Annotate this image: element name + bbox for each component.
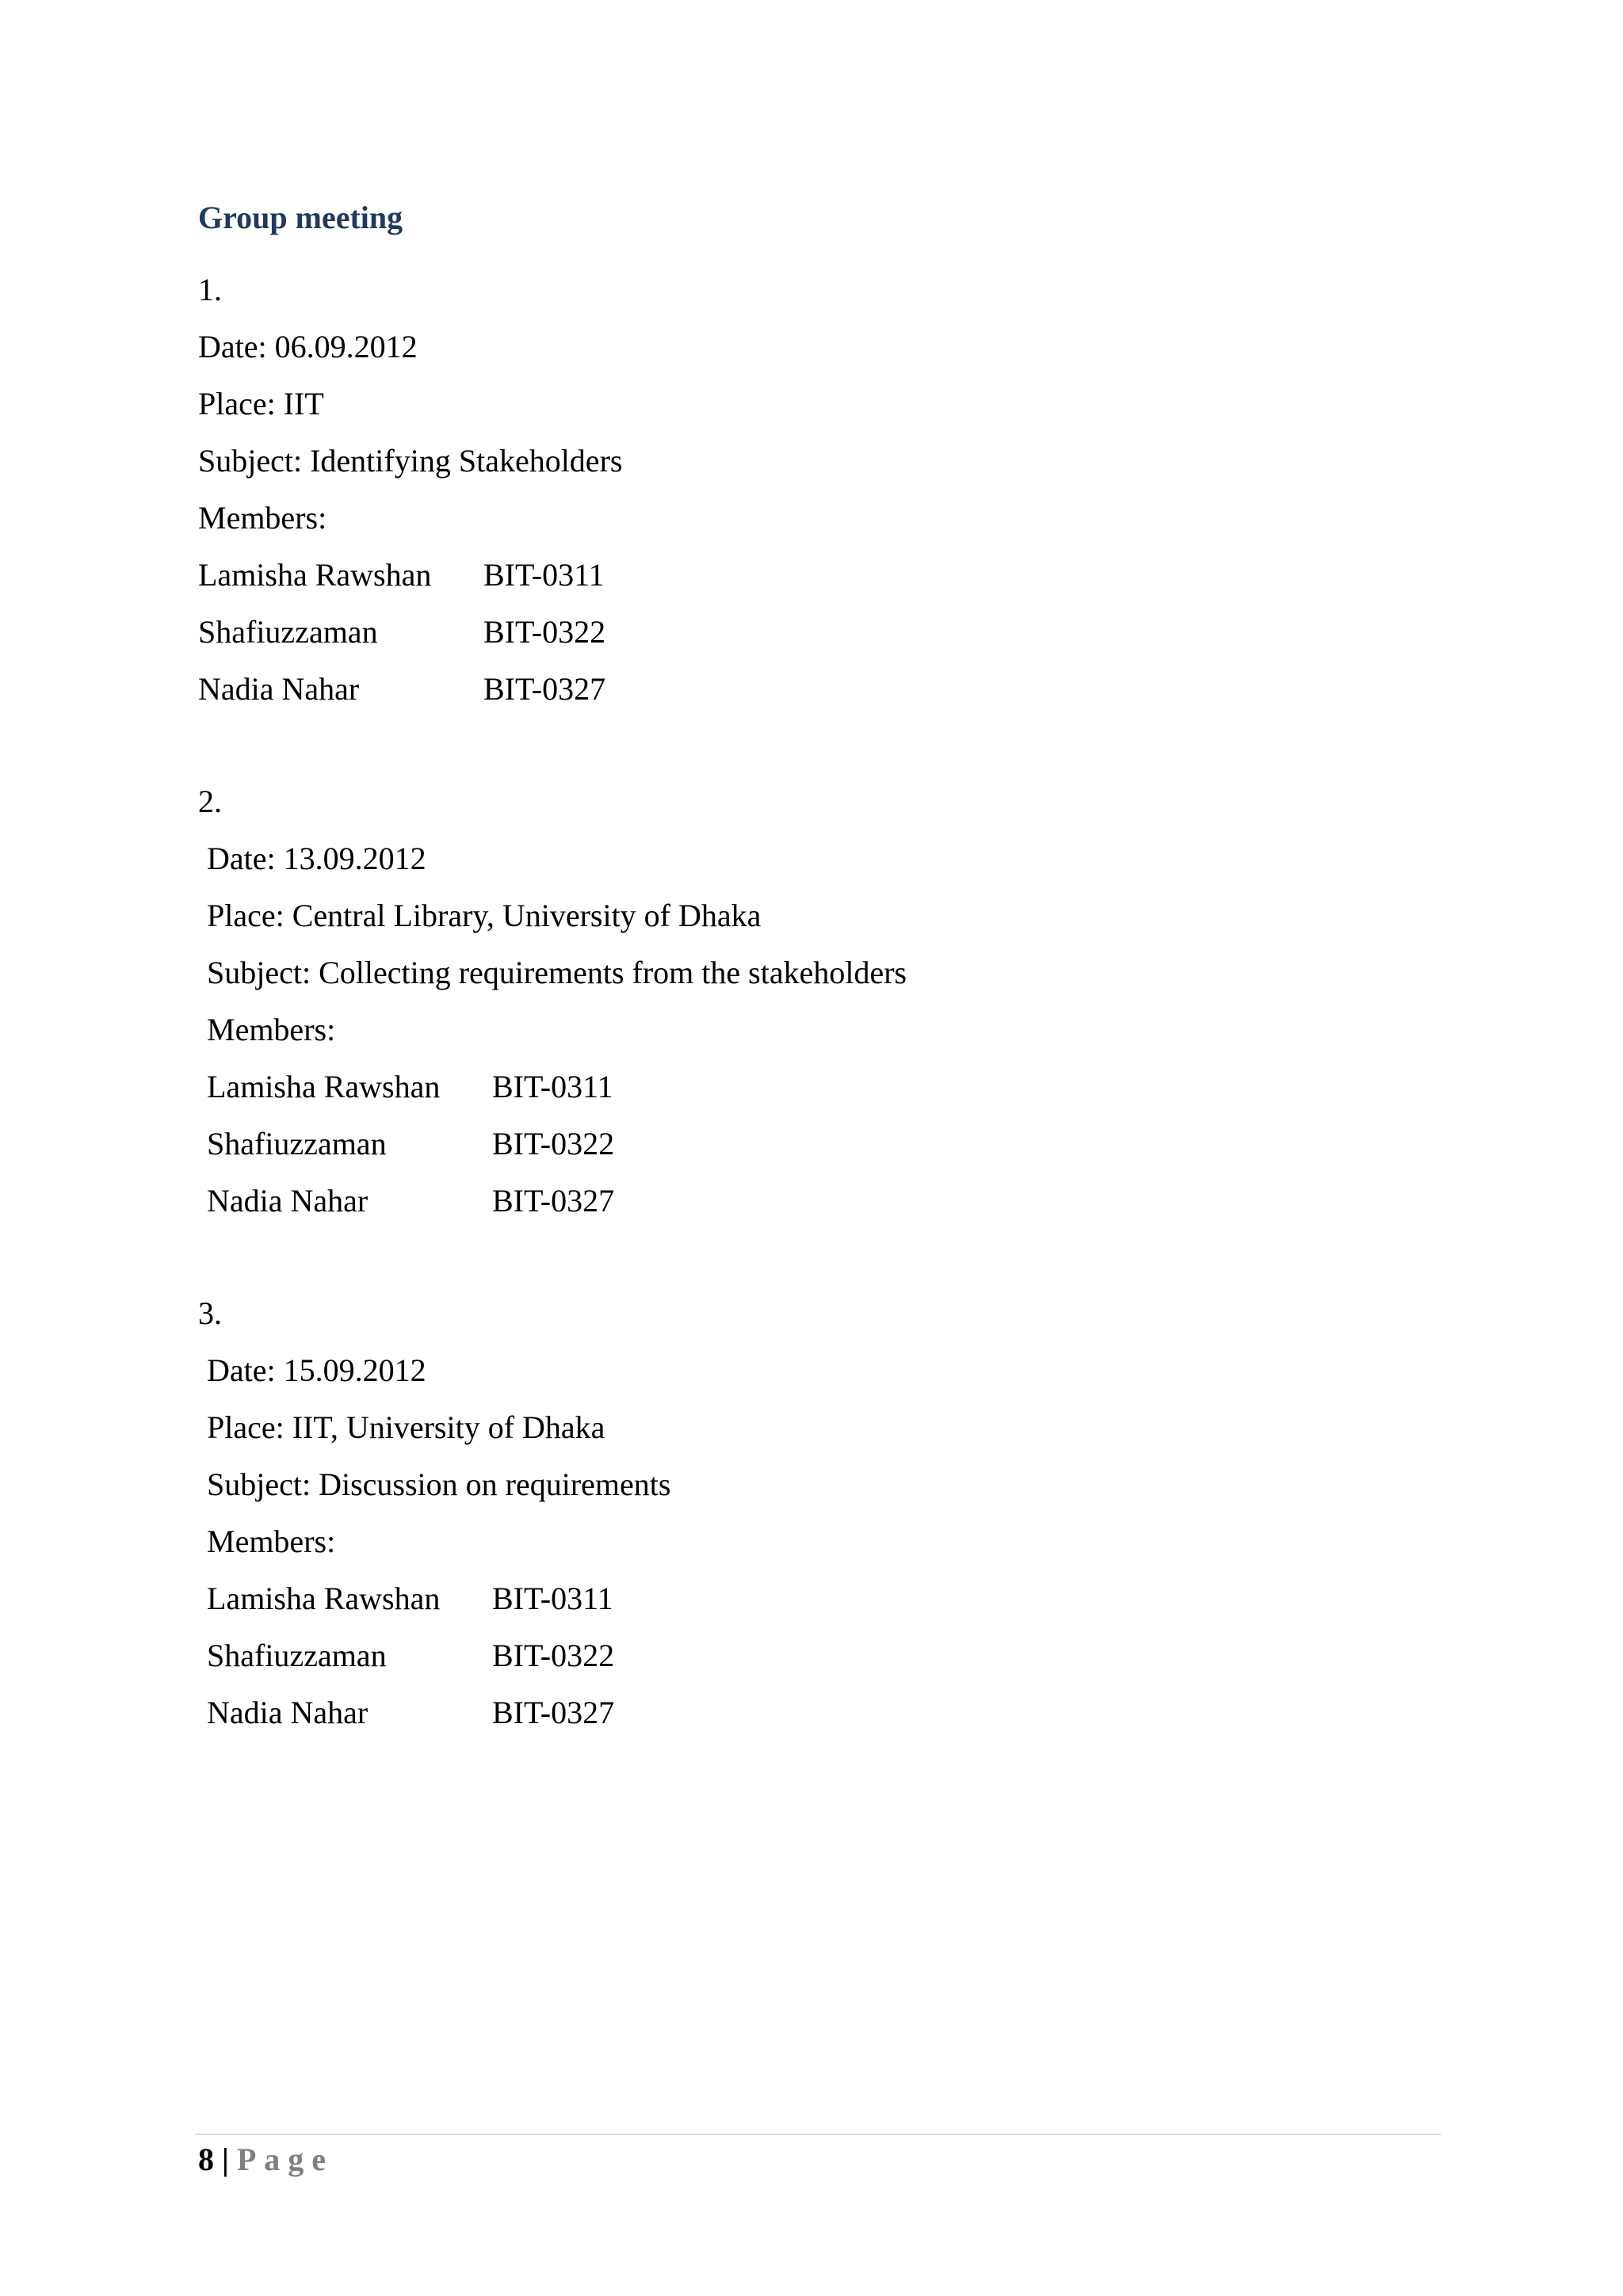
meeting-members-label: Members: — [207, 1524, 336, 1559]
meeting-number: 1. — [198, 272, 222, 307]
meeting-number: 2. — [198, 784, 222, 819]
member-name: Lamisha Rawshan — [198, 557, 432, 593]
meeting-members-label: Members: — [207, 1012, 336, 1047]
member-row — [198, 1173, 907, 1230]
member-name: Shafiuzzaman — [207, 1126, 387, 1161]
meeting-place: Place: Central Library, University of Dhaka — [207, 898, 762, 933]
member-id: BIT-0327 — [492, 1695, 615, 1730]
member-id: BIT-0311 — [483, 557, 605, 593]
meeting-subject: Subject: Identifying Stakeholders — [198, 443, 623, 479]
member-id: BIT-0322 — [492, 1126, 615, 1161]
member-row — [198, 1058, 907, 1116]
meeting-date: Date: 13.09.2012 — [207, 841, 426, 876]
member-name: Lamisha Rawshan — [207, 1581, 441, 1616]
member-name: Nadia Nahar — [207, 1695, 369, 1730]
meeting-subject: Subject: Discussion on requirements — [207, 1466, 671, 1502]
member-name: Shafiuzzaman — [207, 1638, 387, 1673]
member-name: Nadia Nahar — [198, 671, 360, 707]
meeting-place: Place: IIT, University of Dhaka — [207, 1409, 605, 1445]
meeting-1 — [198, 261, 622, 718]
section-heading: Group meeting — [198, 200, 403, 235]
meeting-date: Date: 15.09.2012 — [207, 1352, 426, 1388]
member-name: Lamisha Rawshan — [207, 1069, 441, 1104]
member-row — [198, 1684, 670, 1741]
member-name: Nadia Nahar — [207, 1183, 369, 1219]
member-id: BIT-0327 — [492, 1183, 615, 1219]
member-row — [198, 547, 622, 604]
footer-divider — [195, 2134, 1441, 2135]
member-name: Shafiuzzaman — [198, 614, 378, 650]
member-id: BIT-0311 — [492, 1069, 613, 1104]
page-number: 8 — [198, 2142, 214, 2177]
meeting-subject: Subject: Collecting requirements from the stakeholders — [207, 955, 907, 990]
member-id: BIT-0327 — [483, 671, 606, 707]
member-id: BIT-0322 — [483, 614, 606, 650]
member-row — [198, 1116, 907, 1173]
member-row — [198, 661, 622, 718]
meeting-number: 3. — [198, 1295, 222, 1331]
meeting-3 — [198, 1285, 670, 1741]
meeting-place: Place: IIT — [198, 386, 324, 421]
member-row — [198, 1627, 670, 1684]
meeting-members-label: Members: — [198, 500, 327, 536]
member-row — [198, 1570, 670, 1627]
page-footer — [198, 2137, 334, 2183]
member-id: BIT-0322 — [492, 1638, 615, 1673]
footer-separator: | — [214, 2142, 237, 2177]
meeting-2 — [198, 773, 907, 1230]
page-word: Page — [236, 2142, 334, 2177]
member-id: BIT-0311 — [492, 1581, 613, 1616]
meeting-date: Date: 06.09.2012 — [198, 329, 418, 364]
member-row — [198, 604, 622, 661]
